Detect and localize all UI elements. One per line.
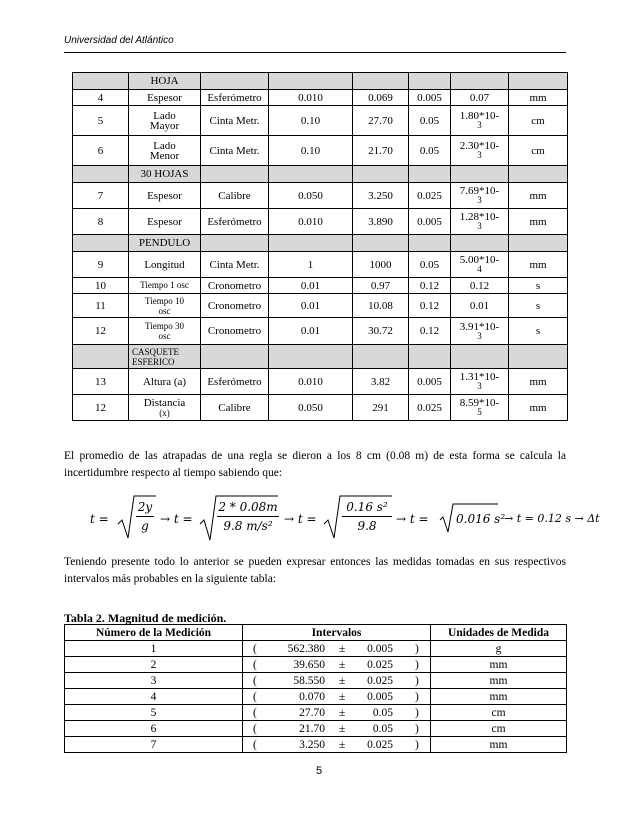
table-row: 2 ( 39.650 ± 0.025 ) mm bbox=[65, 657, 567, 673]
section-row-30-hojas bbox=[73, 166, 568, 183]
section-label: PENDULO bbox=[129, 235, 201, 252]
section-row-casquete: CASQUETE ESFERICO bbox=[73, 345, 568, 369]
fraction: 2y g bbox=[137, 500, 153, 533]
paragraph-intro: El promedio de las atrapadas de una regla se dieron a los 8 cm (0.08 m) de esta forma se calcula la incertidumbre respecto al tiempo sabiendo que: bbox=[64, 450, 566, 479]
table-row: 12 Tiempo 30 osc Cronometro 0.01 30.72 0.12 3.91*10- 3 s bbox=[73, 318, 568, 345]
fraction: 2 * 0.08m 9.8 m/s² bbox=[218, 500, 278, 533]
header-divider bbox=[64, 52, 566, 53]
table-row: 8 Espesor Esferómetro 0.010 3.890 0.005 1.28*10- 3 mm bbox=[73, 209, 568, 235]
table-row: 3 ( 58.550 ± 0.025 ) mm bbox=[65, 673, 567, 689]
page-number: 5 bbox=[316, 765, 323, 777]
table-row: 6 ( 21.70 ± 0.05 ) cm bbox=[65, 721, 567, 737]
table-row: 4 ( 0.070 ± 0.005 ) mm bbox=[65, 689, 567, 705]
table-row: 5 ( 27.70 ± 0.05 ) cm bbox=[65, 705, 567, 721]
table-row: 7 Espesor Calibre 0.050 3.250 0.025 7.69*10- 3 mm bbox=[73, 183, 568, 209]
table-row: 12 Distancia (x) Calibre 0.050 291 0.025 8.59*10- 5 mm bbox=[73, 395, 568, 421]
table-row: 1 ( 562.380 ± 0.005 ) g bbox=[65, 641, 567, 657]
table2-title: Tabla 2. Magnitud de medición. bbox=[64, 611, 227, 625]
column-header: Intervalos bbox=[243, 625, 431, 641]
intervals-table bbox=[64, 624, 567, 753]
page-header-title: Universidad del Atlántico bbox=[64, 35, 174, 46]
time-formula: t = 2y g → t = 2 * 0.08m 9.8 m/s² → t = 0.16 s² 9.8 → t = 0.016 s² → t = 0.12 s → Δt bbox=[90, 494, 560, 544]
table-row: 6 Lado Menor Cinta Metr. 0.10 21.70 0.05 2.30*10- 3 cm bbox=[73, 136, 568, 166]
measurement-table bbox=[72, 72, 568, 421]
fraction: 0.16 s² 9.8 bbox=[342, 500, 392, 533]
table-row: 10 Tiempo 1 osc Cronometro 0.01 0.97 0.12 0.12 s bbox=[73, 278, 568, 294]
column-header: Número de la Medición bbox=[65, 625, 243, 641]
section-row-hoja bbox=[73, 73, 568, 90]
table-row: 13 Altura (a) Esferómetro 0.010 3.82 0.005 1.31*10- 3 mm bbox=[73, 369, 568, 395]
table-row: 5 Lado Mayor Cinta Metr. 0.10 27.70 0.05 1.80*10- 3 cm bbox=[73, 106, 568, 136]
table-row: 9 Longitud Cinta Metr. 1 1000 0.05 5.00*10- 4 mm bbox=[73, 252, 568, 278]
table-row: 11 Tiempo 10 osc Cronometro 0.01 10.08 0.12 0.01 s bbox=[73, 294, 568, 318]
section-label: HOJA bbox=[129, 73, 201, 90]
section-label: 30 HOJAS bbox=[129, 166, 201, 183]
section-row-pendulo bbox=[73, 235, 568, 252]
table-row: 4 Espesor Esferómetro 0.010 0.069 0.005 0.07 mm bbox=[73, 90, 568, 106]
table-row: 7 ( 3.250 ± 0.025 ) mm bbox=[65, 737, 567, 753]
column-header: Unidades de Medida bbox=[431, 625, 567, 641]
paragraph-table-intro: Teniendo presente todo lo anterior se pueden expresar entonces las medidas tomadas en sus respectivos intervalos más probables en la siguiente tabla: bbox=[64, 556, 566, 585]
table-header-row bbox=[65, 625, 567, 641]
